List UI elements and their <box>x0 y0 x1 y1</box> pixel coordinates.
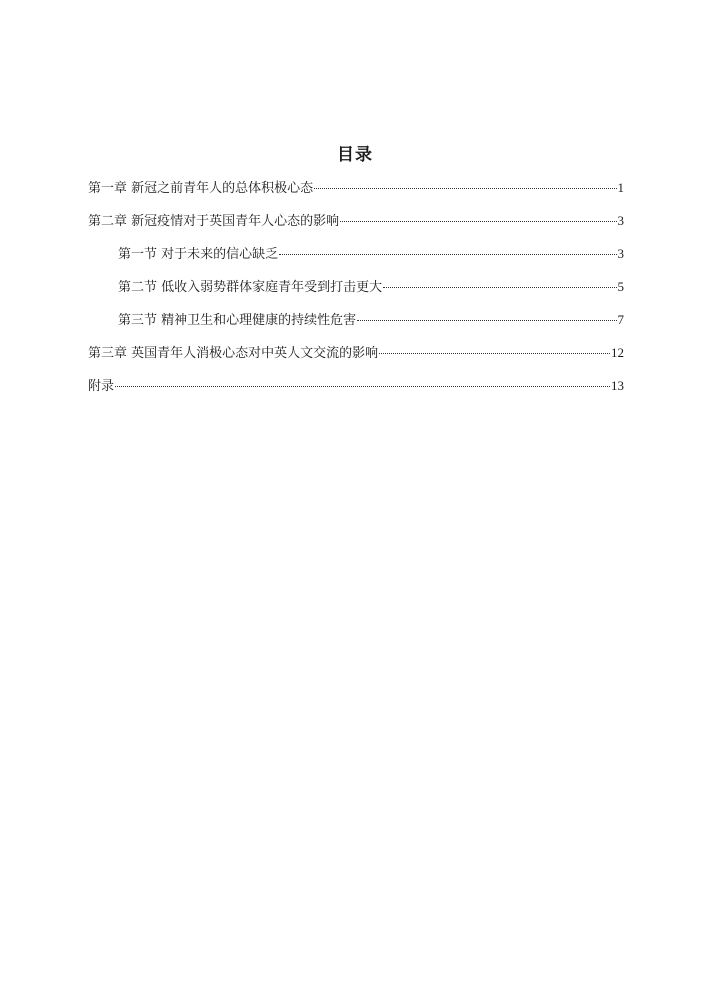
toc-entry-section-2-1[interactable] <box>88 244 624 277</box>
toc-entry-page-number: 7 <box>617 312 624 327</box>
toc-entry-page-number: 1 <box>617 180 624 195</box>
toc-entry-label: 第一章 新冠之前青年人的总体积极心态 <box>88 181 314 196</box>
toc-entry-page-number: 13 <box>611 378 624 393</box>
toc-entry-label: 附录 <box>88 379 115 394</box>
toc-entry-chapter-3[interactable] <box>88 343 624 376</box>
dot-leader <box>314 188 616 189</box>
toc-entry-appendix[interactable] <box>88 376 624 409</box>
toc-entry-label: 第三节 精神卫生和心理健康的持续性危害 <box>118 313 357 328</box>
dot-leader <box>340 221 616 222</box>
toc-entry-label: 第三章 英国青年人消极心态对中英人文交流的影响 <box>88 346 379 361</box>
toc-entry-section-2-2[interactable] <box>88 277 624 310</box>
toc-title: 目录 <box>337 145 373 165</box>
dot-leader <box>379 353 610 354</box>
dot-leader <box>383 287 616 288</box>
toc-list <box>88 178 624 409</box>
dot-leader <box>357 320 616 321</box>
toc-entry-page-number: 5 <box>617 279 624 294</box>
toc-entry-label: 第二章 新冠疫情对于英国青年人心态的影响 <box>88 214 340 229</box>
toc-entry-chapter-2[interactable] <box>88 211 624 244</box>
toc-entry-page-number: 12 <box>611 345 624 360</box>
toc-entry-page-number: 3 <box>617 213 624 228</box>
dot-leader <box>115 386 610 387</box>
toc-entry-label: 第二节 低收入弱势群体家庭青年受到打击更大 <box>118 280 383 295</box>
dot-leader <box>279 254 616 255</box>
toc-entry-label: 第一节 对于未来的信心缺乏 <box>118 247 279 262</box>
toc-entry-chapter-1[interactable] <box>88 178 624 211</box>
toc-entry-section-2-3[interactable] <box>88 310 624 343</box>
toc-entry-page-number: 3 <box>617 246 624 261</box>
